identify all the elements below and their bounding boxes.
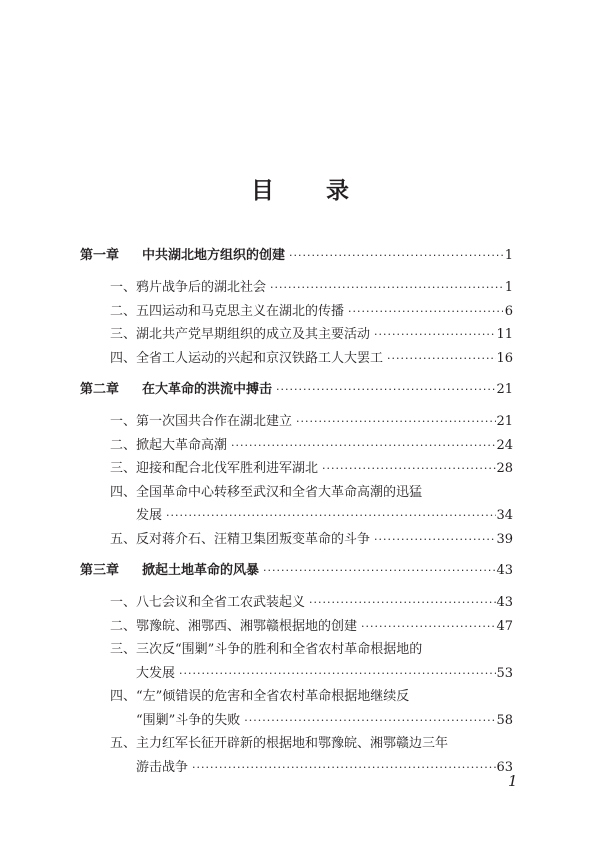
chapter-title: 中共湖北地方组织的创建	[142, 248, 286, 263]
section-title-continued: 游击战争	[136, 759, 189, 775]
dot-leader	[259, 559, 496, 583]
section-title: 二、五四运动和马克思主义在湖北的传播	[110, 303, 345, 319]
section-title: 四、全省工人运动的兴起和京汉铁路工人大罢工	[110, 350, 384, 366]
section-entry[interactable]	[110, 276, 513, 300]
dot-leader	[383, 347, 496, 371]
dot-leader	[227, 434, 496, 458]
dot-leader	[285, 244, 503, 268]
section-title: 四、“左”倾错误的危害和全省农村革命根据地继续反	[110, 689, 410, 704]
section-list	[80, 276, 513, 370]
dot-leader	[318, 457, 496, 481]
dot-leader	[357, 615, 496, 639]
chapter-title: 在大革命的洪流中搏击	[142, 382, 273, 397]
section-title: 五、主力红军长征开辟新的根据地和鄂豫皖、湘鄂赣边三年	[110, 736, 449, 751]
chapter-page: 1	[504, 248, 513, 263]
section-page: 53	[496, 665, 513, 681]
section-page: 58	[496, 712, 513, 728]
page-number: 1	[508, 772, 518, 790]
section-entry[interactable]	[110, 528, 513, 552]
section-list	[80, 410, 513, 551]
section-page: 34	[496, 508, 513, 523]
section-page: 47	[496, 618, 513, 634]
section-title: 一、第一次国共合作在湖北建立	[110, 414, 293, 429]
chapter-3-entry[interactable]	[80, 559, 513, 583]
chapter-page: 43	[496, 563, 513, 578]
section-entry[interactable]	[110, 457, 513, 481]
section-entry[interactable]	[110, 591, 513, 615]
dot-leader	[266, 276, 503, 300]
section-title: 三、迎接和配合北伐军胜利进军湖北	[110, 461, 319, 476]
section-entry-line-2[interactable]	[110, 709, 513, 733]
dot-leader	[240, 709, 496, 733]
section-entry-line-1[interactable]	[110, 685, 513, 709]
section-page: 11	[496, 327, 513, 342]
section-entry[interactable]	[110, 323, 513, 347]
section-entry[interactable]	[110, 434, 513, 458]
page-title: 目 录	[250, 178, 371, 204]
section-page: 1	[504, 280, 513, 295]
section-entry[interactable]	[110, 347, 513, 371]
dot-leader	[370, 528, 496, 552]
section-page: 21	[496, 414, 513, 429]
chapter-number: 第三章	[80, 563, 120, 578]
section-entry[interactable]	[110, 615, 513, 639]
dot-leader	[344, 300, 503, 324]
section-entry-line-1[interactable]	[110, 638, 513, 662]
section-title: 三、三次反“围剿”斗争的胜利和全省农村革命根据地的	[110, 642, 423, 657]
dot-leader	[370, 323, 496, 347]
chapter-number: 第一章	[80, 248, 120, 263]
section-list	[80, 591, 513, 779]
section-entry-line-2[interactable]	[110, 662, 513, 686]
section-title-continued: “围剿”斗争的失败	[136, 712, 241, 728]
section-title-continued: 发展	[136, 508, 163, 523]
dot-leader	[188, 756, 496, 780]
section-title: 五、反对蒋介石、汪精卫集团叛变革命的斗争	[110, 531, 371, 547]
section-page: 6	[504, 303, 513, 319]
chapter-number: 第二章	[80, 382, 120, 397]
section-page: 28	[496, 461, 513, 476]
chapter-1-entry[interactable]	[80, 244, 513, 268]
section-entry[interactable]	[110, 410, 513, 434]
section-page: 16	[496, 350, 513, 366]
dot-leader	[175, 662, 496, 686]
section-title: 二、掀起大革命高潮	[110, 437, 228, 453]
section-page: 43	[496, 595, 513, 610]
dot-leader	[272, 378, 496, 402]
section-title: 三、湖北共产党早期组织的成立及其主要活动	[110, 327, 371, 342]
chapter-title: 掀起土地革命的风暴	[142, 563, 260, 578]
section-entry-line-1[interactable]	[110, 481, 513, 505]
section-page: 39	[496, 531, 513, 547]
table-of-contents	[80, 244, 513, 779]
section-title: 四、全国革命中心转移至武汉和全省大革命高潮的迅猛	[110, 484, 423, 500]
chapter-2-entry[interactable]	[80, 378, 513, 402]
dot-leader	[162, 504, 496, 528]
section-title: 一、鸦片战争后的湖北社会	[110, 280, 267, 295]
section-title: 二、鄂豫皖、湘鄂西、湘鄂赣根据地的创建	[110, 618, 358, 634]
section-entry-line-2[interactable]	[110, 504, 513, 528]
section-entry-line-2[interactable]	[110, 756, 513, 780]
dot-leader	[292, 410, 496, 434]
chapter-page: 21	[496, 382, 513, 397]
section-page: 63	[496, 759, 513, 775]
section-title: 一、八七会议和全省工农武装起义	[110, 595, 306, 610]
section-entry[interactable]	[110, 300, 513, 324]
section-title-continued: 大发展	[136, 665, 176, 681]
dot-leader	[305, 591, 496, 615]
section-entry-line-1[interactable]	[110, 732, 513, 756]
section-page: 24	[496, 437, 513, 453]
